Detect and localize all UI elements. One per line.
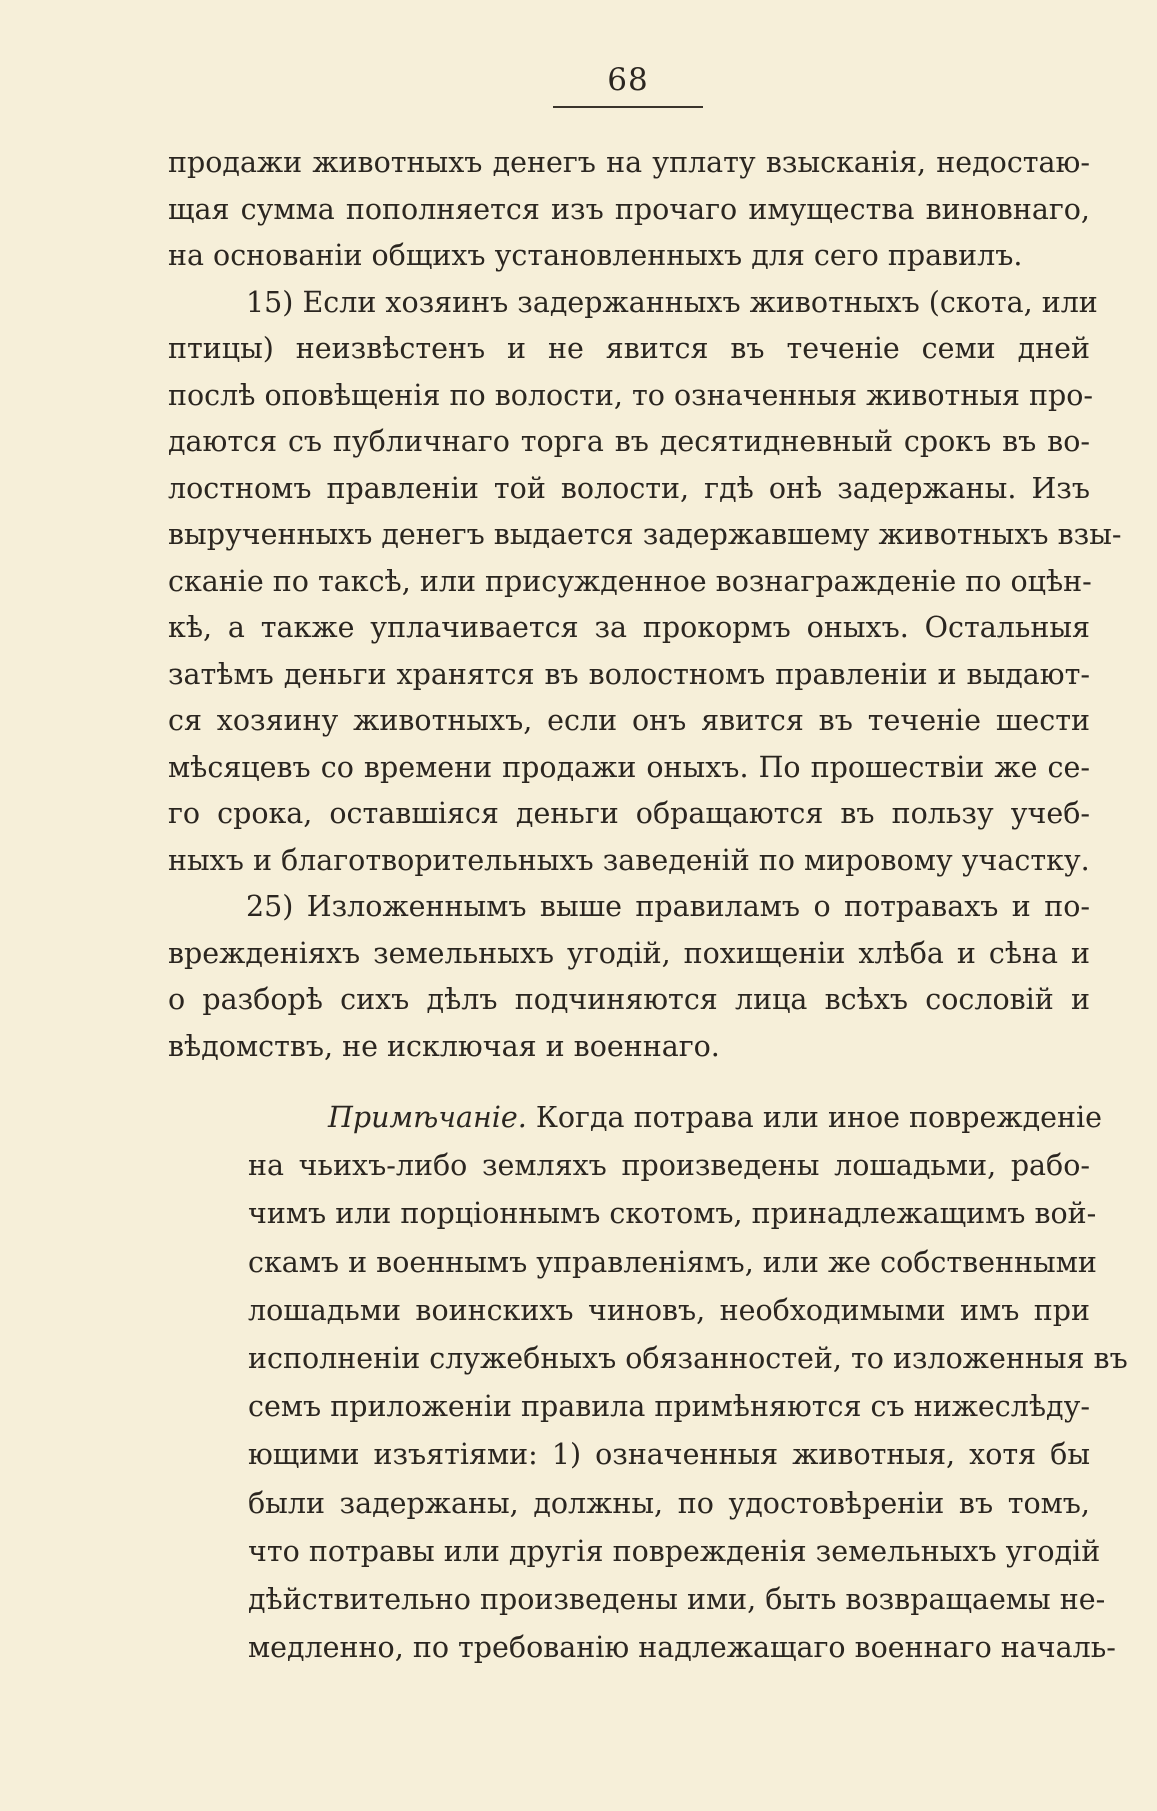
note-line: были задержаны, должны, по удостовѣреніи въ томъ, <box>248 1486 1090 1520</box>
note-block <box>248 1094 1128 1672</box>
page-number: 68 <box>607 62 649 98</box>
text-line: затѣмъ деньги хранятся въ волостномъ правленіи и выдают- <box>168 657 1090 691</box>
text-line: птицы) неизвѣстенъ и не явится въ теченіе семи дней <box>168 332 1090 365</box>
note-label: Примѣчаніе. <box>328 1101 527 1134</box>
text-line: кѣ, а также уплачивается за прокормъ оныхъ. Остальныя <box>168 611 1090 644</box>
text-line: вѣдомствъ, не исключая и военнаго. <box>168 1029 720 1063</box>
text-line: на основаніи общихъ установленныхъ для сего правилъ. <box>168 239 1023 272</box>
main-text <box>168 140 1122 1070</box>
note-line: дѣйствительно произведены ими, быть возвращаемы не- <box>248 1582 1106 1616</box>
note-line: чимъ или порціоннымъ скотомъ, принадлежащимъ вой- <box>248 1197 1097 1231</box>
paragraph-25-start: 25) Изложеннымъ выше правиламъ о потравахъ и по- <box>246 890 1090 923</box>
paragraph-15-start: 15) Если хозяинъ задержанныхъ животныхъ (скота, или <box>246 285 1098 319</box>
text-line: го срока, оставшіяся деньги обращаются въ пользу учеб- <box>168 797 1090 830</box>
note-line: лошадьми воинскихъ чиновъ, необходимыми имъ при <box>248 1293 1090 1327</box>
text-line: врежденіяхъ земельныхъ угодій, похищеніи хлѣба и сѣна и <box>168 936 1090 970</box>
note-line: ющими изъятіями: 1) означенныя животныя, хотя бы <box>248 1438 1090 1472</box>
note-line: семъ приложеніи правила примѣняются съ нижеслѣду- <box>248 1390 1090 1424</box>
text-line: сканіе по таксѣ, или присужденное вознагражденіе по оцѣн- <box>168 564 1092 598</box>
note-line: что потравы или другія поврежденія земельныхъ угодій <box>248 1534 1101 1568</box>
text-line: лостномъ правленіи той волости, гдѣ онѣ задержаны. Изъ <box>168 471 1090 505</box>
text-line: даются съ публичнаго торга въ десятидневный срокъ въ во- <box>168 425 1090 458</box>
note-line: скамъ и военнымъ управленіямъ, или же собственными <box>248 1245 1097 1279</box>
text-line: вырученныхъ денегъ выдается задержавшему животныхъ взы- <box>168 518 1122 551</box>
text-line: мѣсяцевъ со времени продажи оныхъ. По прошествіи же се- <box>168 750 1090 784</box>
text-line: щая сумма пополняется изъ прочаго имущества виновнаго, <box>168 192 1090 226</box>
note-first-line <box>248 1094 1102 1142</box>
text-line: продажи животныхъ денегъ на уплату взысканія, недостаю- <box>168 146 1090 179</box>
note-line: исполненіи служебныхъ обязанностей, то изложенныя въ <box>248 1341 1128 1375</box>
note-line: медленно, по требованію надлежащаго военнаго началь- <box>248 1631 1116 1665</box>
note-first-line-text: Когда потрава или иное поврежденіе <box>526 1101 1102 1134</box>
header-rule <box>553 106 703 108</box>
text-line: ся хозяину животныхъ, если онъ явится въ теченіе шести <box>168 704 1090 737</box>
text-line: о разборѣ сихъ дѣлъ подчиняются лица всѣхъ сословій и <box>168 983 1090 1016</box>
text-line: ныхъ и благотворительныхъ заведеній по мировому участку. <box>168 843 1090 877</box>
note-line: на чьихъ-либо земляхъ произведены лошадьми, рабо- <box>248 1149 1090 1183</box>
text-line: послѣ оповѣщенія по волости, то означенныя животныя про- <box>168 378 1094 412</box>
